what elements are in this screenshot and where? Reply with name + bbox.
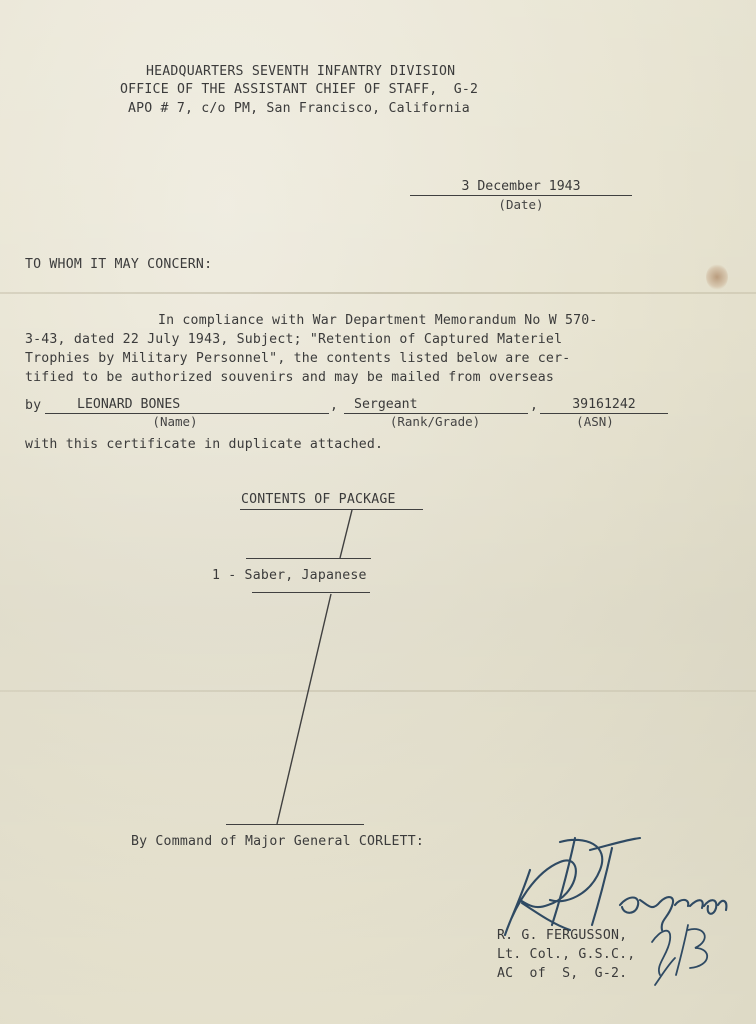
date-caption: (Date) bbox=[498, 197, 544, 212]
salutation: TO WHOM IT MAY CONCERN: bbox=[25, 257, 213, 272]
command-line: By Command of Major General CORLETT: bbox=[131, 834, 425, 849]
header-line-1: HEADQUARTERS SEVENTH INFANTRY DIVISION bbox=[146, 64, 456, 79]
name-caption: (Name) bbox=[152, 414, 198, 429]
date-value: 3 December 1943 bbox=[461, 179, 581, 194]
body-line-2: 3-43, dated 22 July 1943, Subject; "Retention of Captured Materiel bbox=[25, 332, 563, 347]
by-label: by bbox=[25, 398, 42, 413]
contents-heading: CONTENTS OF PACKAGE bbox=[241, 492, 396, 507]
asn-value: 39161242 bbox=[572, 397, 636, 412]
closing-line: with this certificate in duplicate attached. bbox=[25, 437, 384, 452]
signer-rank: Lt. Col., G.S.C., bbox=[497, 947, 636, 962]
name-value: LEONARD BONES bbox=[77, 397, 181, 412]
header-line-2: OFFICE OF THE ASSISTANT CHIEF OF STAFF, G-2 bbox=[120, 82, 479, 97]
body-line-1: In compliance with War Department Memorandum No W 570- bbox=[158, 313, 598, 328]
signer-name: R. G. FERGUSSON, bbox=[497, 928, 628, 943]
comma: , bbox=[530, 398, 539, 413]
header-line-3: APO # 7, c/o PM, San Francisco, California bbox=[128, 101, 470, 116]
rank-value: Sergeant bbox=[354, 397, 418, 412]
body-line-3: Trophies by Military Personnel", the contents listed below are cer- bbox=[25, 351, 571, 366]
asn-caption: (ASN) bbox=[576, 414, 614, 429]
comma: , bbox=[330, 398, 339, 413]
rank-caption: (Rank/Grade) bbox=[389, 414, 481, 429]
contents-item: 1 - Saber, Japanese bbox=[212, 568, 367, 583]
signer-title: AC of S, G-2. bbox=[497, 966, 628, 981]
body-line-4: tified to be authorized souvenirs and may be mailed from overseas bbox=[25, 370, 555, 385]
